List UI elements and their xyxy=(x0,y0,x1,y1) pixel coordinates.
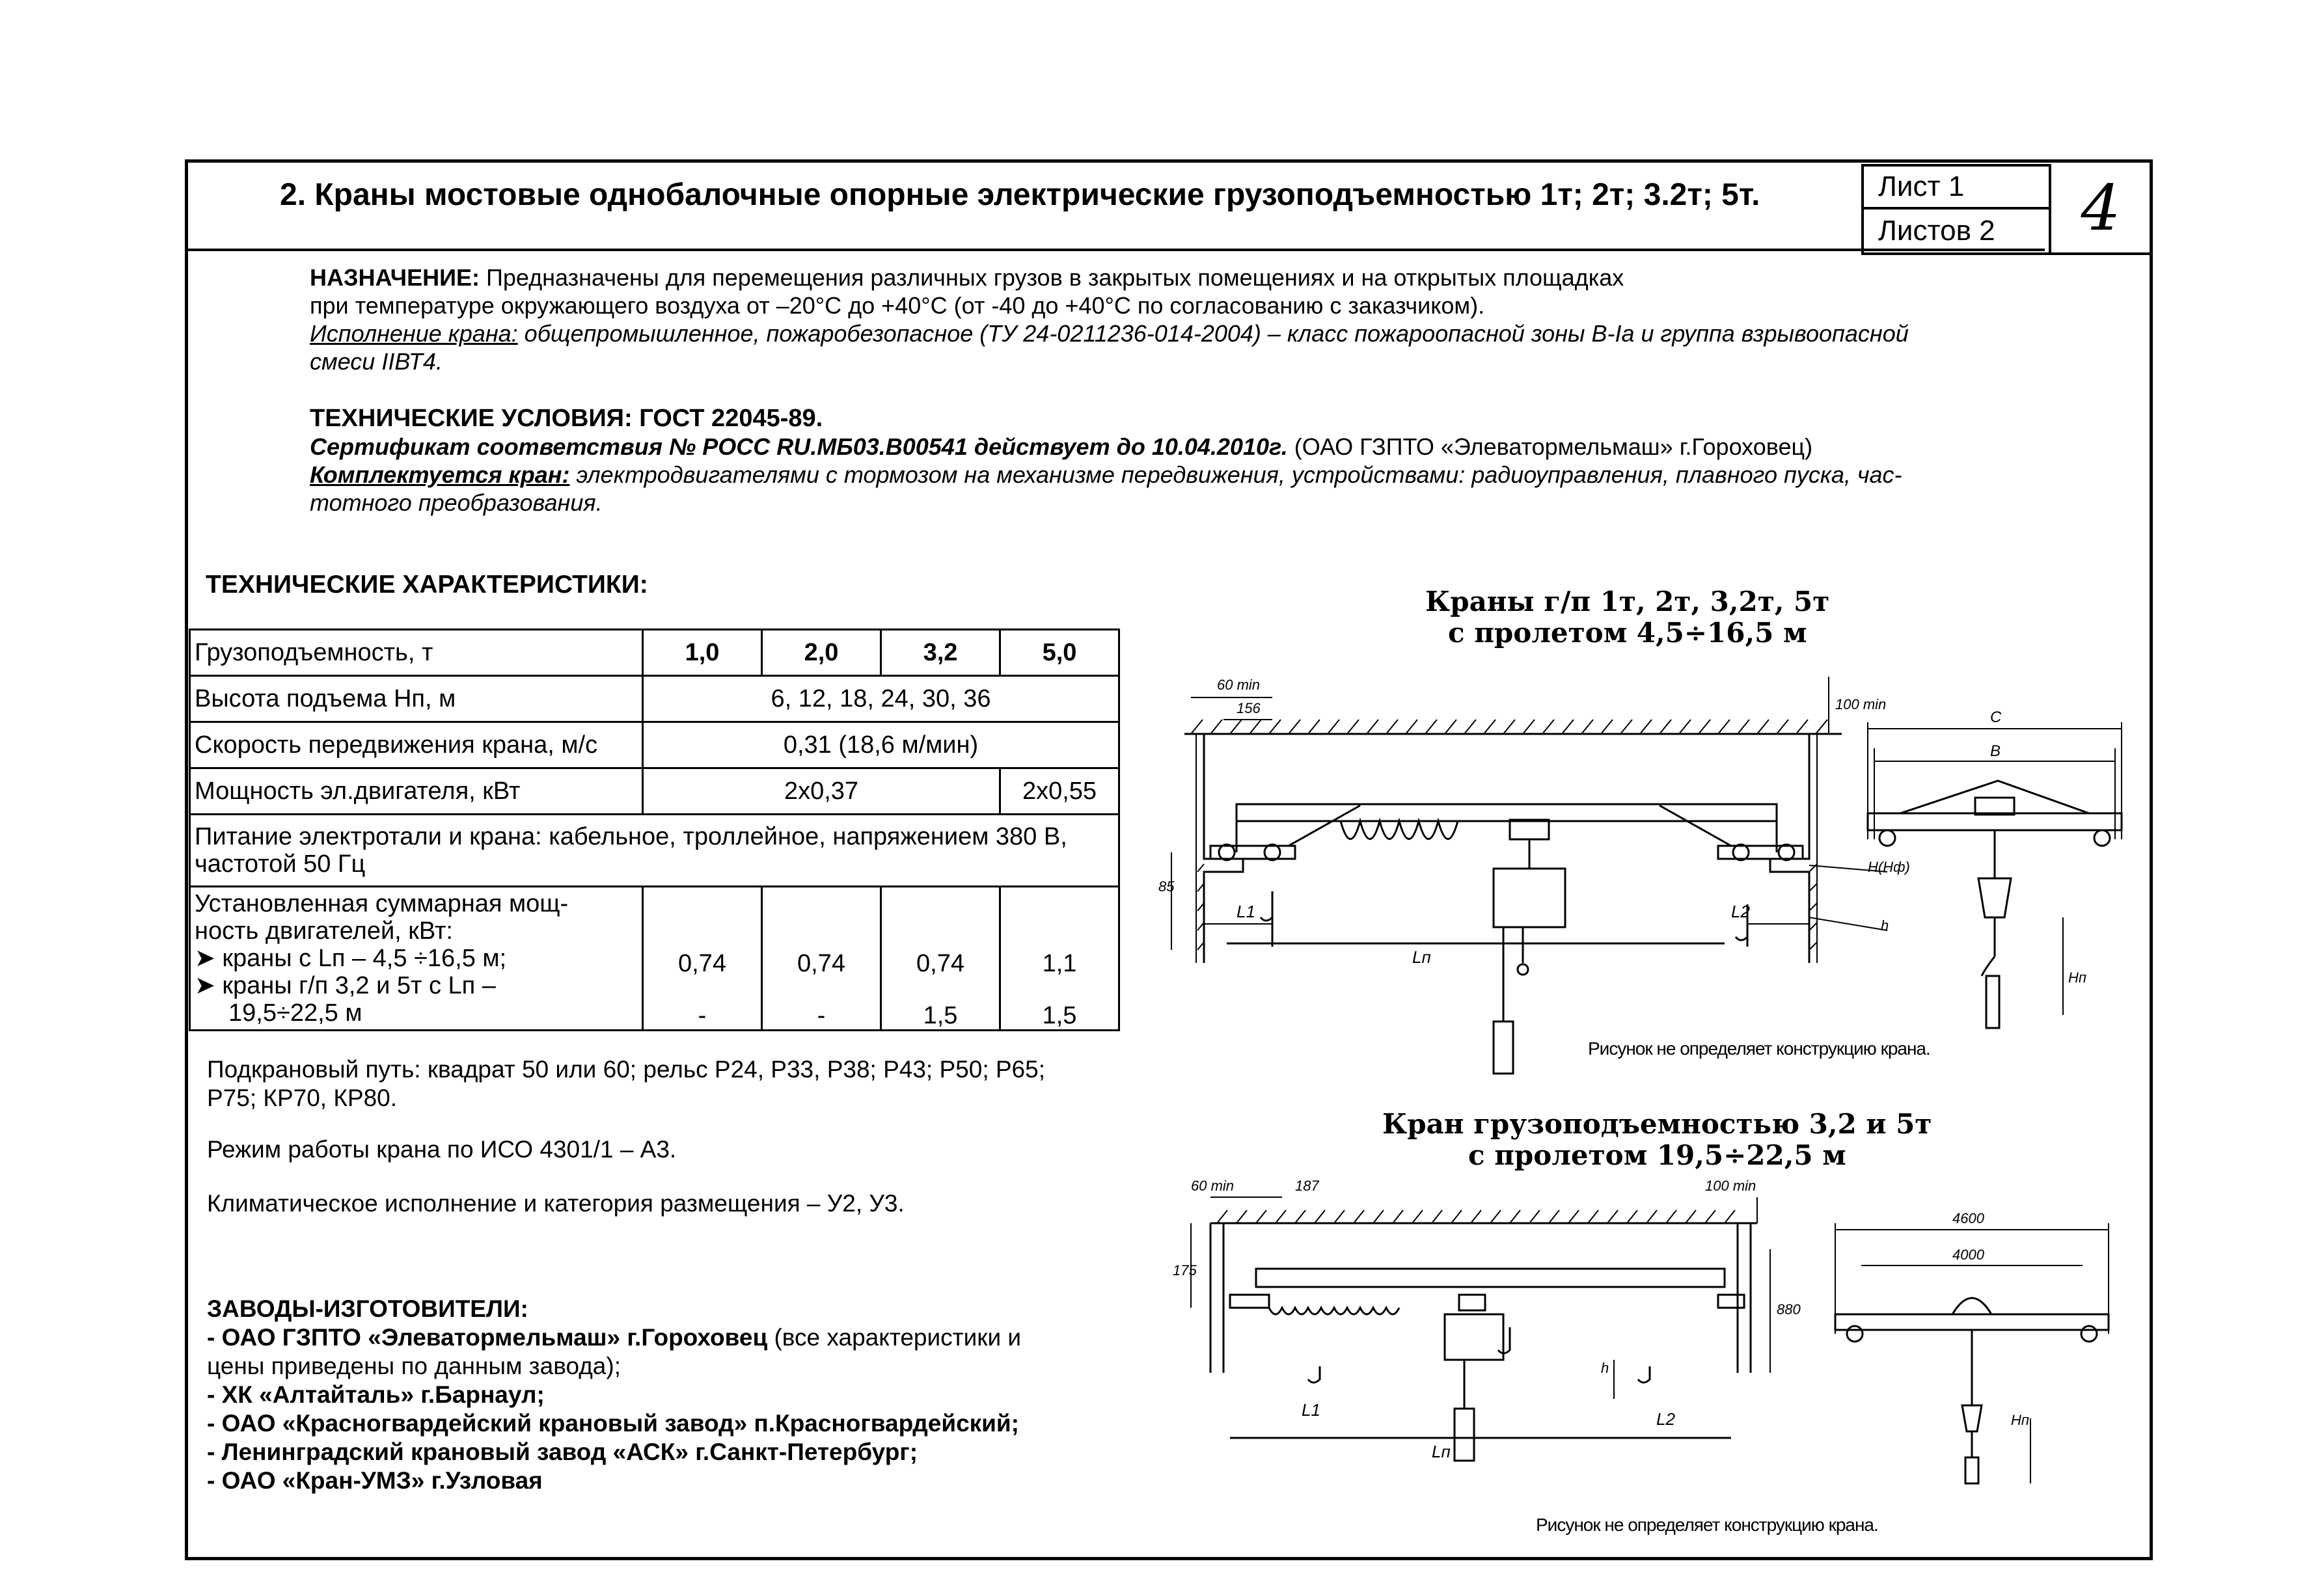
motor-label: Мощность эл.двигателя, кВт xyxy=(190,768,643,815)
table-row xyxy=(190,630,1119,676)
capacity-3: 3,2 xyxy=(881,630,1000,676)
fig1-dim-L2: L2 xyxy=(1731,902,1750,921)
execution-line-1 xyxy=(310,319,1909,347)
total-power-line-2: ность двигателей, кВт: xyxy=(195,917,453,945)
table-row xyxy=(190,815,1119,887)
purpose-text-1: Предназначены для перемещения различных грузов в закрытых помещениях и на открытых площадках xyxy=(479,264,1624,291)
manufacturer-3: - ОАО «Красногвардейский крановый завод» п.Красногвардейский; xyxy=(207,1410,1019,1437)
total-power-col-1: 0,74 - xyxy=(643,887,762,1031)
sheet-count-cell xyxy=(1861,207,2051,255)
total-power-col-2: 0,74 - xyxy=(762,887,881,1031)
fig2-end-view-drawing xyxy=(1822,1210,2122,1490)
mode-text: Режим работы крана по ИСО 4301/1 – А3. xyxy=(207,1136,677,1163)
equipment-label: Комплектуется кран: xyxy=(310,461,570,488)
table-row xyxy=(190,768,1119,815)
climate-text: Климатическое исполнение и категория размещения – У2, У3. xyxy=(207,1190,905,1217)
fig1-dim-B: B xyxy=(1990,742,2001,760)
sheet-number-cell xyxy=(1861,164,2051,210)
capacity-label: Грузоподъемность, т xyxy=(190,630,643,676)
total-power-col-4: 1,1 1,5 xyxy=(1000,887,1119,1031)
fig2-note: Рисунок не определяет конструкцию крана. xyxy=(1536,1515,1878,1535)
fig2-dim-187: 187 xyxy=(1295,1178,1319,1194)
fig2-dim-880: 880 xyxy=(1777,1301,1801,1318)
equipment-text-1: электродвигателями с тормозом на механизме передвижения, устройствами: радиоуправления, плавного пуска, час- xyxy=(569,461,1902,488)
fig1-note: Рисунок не определяет конструкцию крана. xyxy=(1588,1038,1930,1059)
fig1-dim-H: H(Hф) xyxy=(1868,859,1910,875)
execution-line-2: смеси IIВТ4. xyxy=(310,348,443,375)
table-row xyxy=(190,722,1119,768)
height-value: 6, 12, 18, 24, 30, 36 xyxy=(643,676,1119,722)
page-mark: 4 xyxy=(2049,164,2150,255)
fig1-dim-60min: 60 min xyxy=(1217,677,1261,693)
table-row xyxy=(190,676,1119,722)
total-power-label xyxy=(190,887,643,1031)
execution-label: Исполнение крана: xyxy=(310,320,518,347)
fig2-side-view-drawing xyxy=(1171,1178,1822,1522)
total-power-col-3: 0,74 1,5 xyxy=(881,887,1000,1031)
capacity-1: 1,0 xyxy=(643,630,762,676)
fig1-side-view-drawing xyxy=(1158,657,1910,1074)
capacity-4: 5,0 xyxy=(1000,630,1119,676)
execution-text-1: общепромышленное, пожаробезопасное (ТУ 24-0211236-014-2004) – класс пожароопасной зоны В-Ia и группа взрывоопасной xyxy=(517,320,1909,347)
fig2-dim-100min: 100 min xyxy=(1705,1178,1756,1194)
fig1-title-line-1: Краны г/п 1т, 2т, 3,2т, 5т xyxy=(1425,586,1830,617)
manufacturer-5: - ОАО «Кран-УМЗ» г.Узловая xyxy=(207,1467,543,1494)
certificate-org: (ОАО ГЗПТО «Элеватормельмаш» г.Гороховец) xyxy=(1287,433,1813,460)
fig2-dim-Hn: Hп xyxy=(2011,1412,2029,1428)
total-power-bullet-2: ➤ краны г/п 3,2 и 5т с Lп – xyxy=(195,972,496,999)
motor-value-b: 2х0,55 xyxy=(1000,768,1119,815)
rail-line-1: Подкрановый путь: квадрат 50 или 60; рельс Р24, Р33, Р38; Р43; Р50; Р65; xyxy=(207,1056,1045,1083)
fig1-dim-85: 85 xyxy=(1158,878,1175,895)
fig2-title-line-1: Кран грузоподъемностью 3,2 и 5т xyxy=(1382,1108,1932,1140)
fig2-dim-Ln: Lп xyxy=(1432,1442,1451,1461)
fig2-dim-175: 175 xyxy=(1173,1262,1197,1278)
motor-value-a: 2х0,37 xyxy=(643,768,1000,815)
purpose-line-2: при температуре окружающего воздуха от –20°С до +40°С (от -40 до +40°С по согласованию с заказчиком). xyxy=(310,292,1485,319)
speed-value: 0,31 (18,6 м/мин) xyxy=(643,722,1119,768)
fig2-dim-4600: 4600 xyxy=(1952,1210,1984,1226)
capacity-2: 2,0 xyxy=(762,630,881,676)
manufacturer-2: - ХК «Алтайталь» г.Барнаул; xyxy=(207,1381,545,1408)
specs-table xyxy=(189,629,1120,1031)
speed-label: Скорость передвижения крана, м/с xyxy=(190,722,643,768)
height-label: Высота подъема Нп, м xyxy=(190,676,643,722)
fig1-dim-Ln: Lп xyxy=(1412,947,1431,967)
total-power-bullet-2b: 19,5÷22,5 м xyxy=(228,999,362,1027)
fig2-dim-L1: L1 xyxy=(1302,1400,1320,1420)
purpose-line-1 xyxy=(310,264,1624,291)
certificate-text: Сертификат соответствия № РОСС RU.МБ03.В00541 действует до 10.04.2010г. xyxy=(310,433,1288,460)
total-power-line-1: Установленная суммарная мощ- xyxy=(195,890,569,917)
manufacturer-1-cont: цены приведены по данным завода); xyxy=(207,1353,621,1379)
sheet-count: Листов 2 xyxy=(1878,215,1995,247)
fig2-dim-L2: L2 xyxy=(1656,1409,1675,1429)
fig2-dim-60min: 60 min xyxy=(1191,1178,1235,1194)
equipment-line-2: тотного преобразования. xyxy=(310,489,603,516)
rail-line-2: Р75; КР70, КР80. xyxy=(207,1085,398,1111)
fig1-dim-h: h xyxy=(1881,917,1889,934)
fig2-dim-h: h xyxy=(1601,1360,1609,1376)
fig1-dim-100min: 100 min xyxy=(1835,696,1887,712)
conditions-title: ТЕХНИЧЕСКИЕ УСЛОВИЯ: ГОСТ 22045-89. xyxy=(310,405,823,432)
manufacturer-1: - ОАО ГЗПТО «Элеватормельмаш» г.Гороховец (все характеристики и xyxy=(207,1324,1022,1351)
manufacturers-title: ЗАВОДЫ-ИЗГОТОВИТЕЛИ: xyxy=(207,1295,528,1322)
total-power-bullet-1: ➤ краны с Lп – 4,5 ÷16,5 м; xyxy=(195,945,507,972)
fig2-title-line-2: с пролетом 19,5÷22,5 м xyxy=(1468,1139,1846,1171)
supply-text: Питание электротали и крана: кабельное, троллейное, напряжением 380 В, частотой 50 Гц xyxy=(190,815,1119,887)
fig1-end-view-drawing xyxy=(1848,709,2141,1035)
certificate-line xyxy=(310,433,1812,461)
page-title: 2. Краны мостовые однобалочные опорные электрические грузоподъемностью 1т; 2т; 3.2т; 5т. xyxy=(280,178,1760,212)
fig1-dim-C: C xyxy=(1990,709,2002,726)
table-row xyxy=(190,887,1119,1031)
specs-title: ТЕХНИЧЕСКИЕ ХАРАКТЕРИСТИКИ: xyxy=(206,571,648,599)
sheet-number: Лист 1 xyxy=(1878,170,1965,202)
fig1-dim-Hn: Hп xyxy=(2068,969,2086,986)
header-divider xyxy=(185,249,2045,251)
fig1-dim-156: 156 xyxy=(1236,700,1261,716)
purpose-label: НАЗНАЧЕНИЕ: xyxy=(310,264,480,291)
fig1-title-line-2: с пролетом 4,5÷16,5 м xyxy=(1448,617,1807,649)
fig2-dim-4000: 4000 xyxy=(1952,1247,1984,1263)
fig1-dim-L1: L1 xyxy=(1236,902,1255,921)
manufacturer-4: - Ленинградский крановый завод «АСК» г.Санкт-Петербург; xyxy=(207,1439,918,1465)
equipment-line-1 xyxy=(310,461,1902,489)
